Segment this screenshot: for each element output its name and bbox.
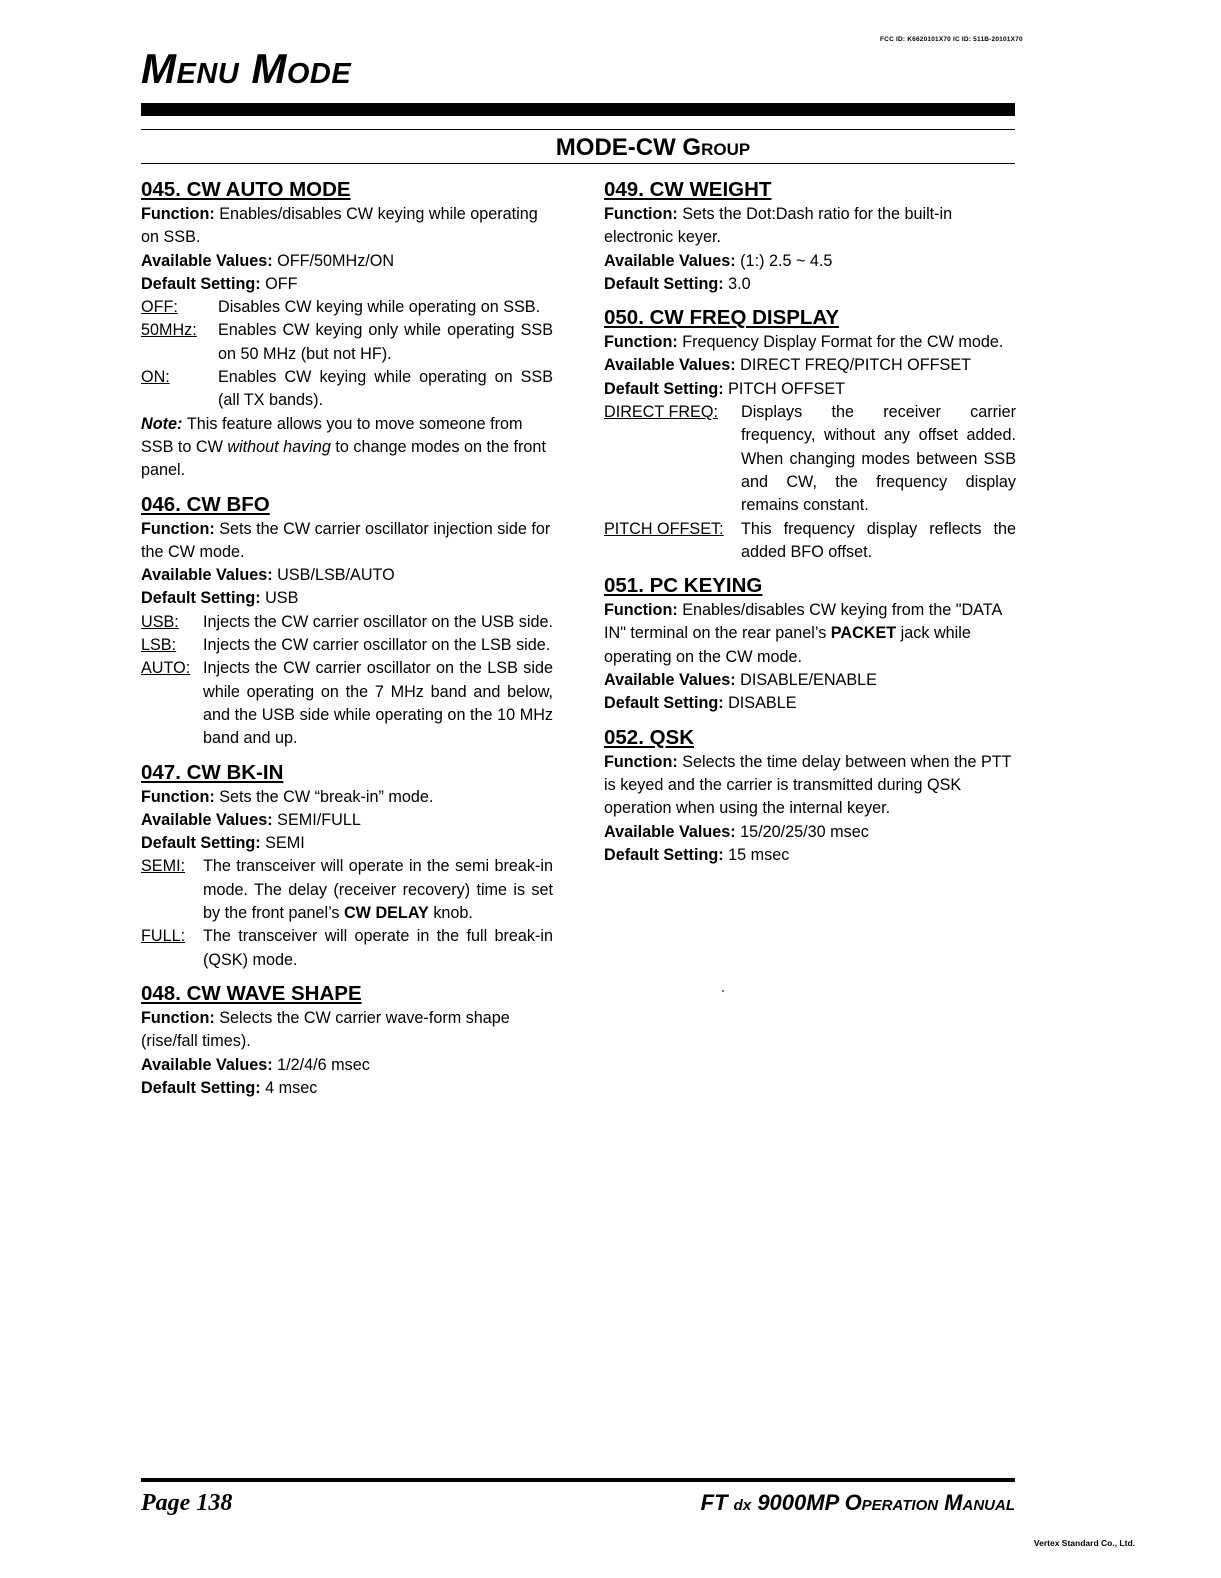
- group-header: [141, 133, 1015, 163]
- function-line: Function: Sets the Dot:Dash ratio for the built-in electronic keyer.: [604, 205, 953, 247]
- default-label: Default Setting: [604, 694, 719, 713]
- values-label: Available Values: [141, 566, 268, 585]
- menu-item-045: [141, 177, 553, 483]
- menu-item-052: [604, 725, 1016, 867]
- values-label: Available Values: [604, 671, 731, 690]
- menu-item-047: [141, 760, 553, 972]
- function-label: Function: [141, 205, 210, 223]
- default-line: Default Setting: DISABLE: [604, 694, 797, 713]
- values-text: (1:) 2.5 ~ 4.5: [740, 251, 833, 270]
- function-label: Function: [604, 601, 673, 620]
- section-heading: 046. CW BFO: [141, 492, 270, 516]
- function-label: Function: [604, 752, 673, 771]
- option-text: Injects the CW carrier oscillator on the USB side.: [203, 612, 553, 631]
- group-title: MODE-CW Group: [555, 134, 751, 161]
- section-heading: 045. CW AUTO MODE: [141, 178, 351, 201]
- option-text: This frequency display reflects the added BFO offset.: [741, 519, 1016, 561]
- option-text: Displays the receiver carrier frequency, without any offset added. When changing modes between SSB and CW, the frequency display remains constant.: [741, 403, 1016, 515]
- packet-jack-text: PACKET: [830, 624, 897, 643]
- default-label: Default Setting: [604, 845, 719, 864]
- values-label: Available Values: [141, 810, 268, 829]
- fcc-id-text: FCC ID: K6620101X70 IC ID: 511B-20101X70: [880, 36, 1023, 43]
- default-label: Default Setting: [141, 274, 256, 293]
- option-key: 50MHz:: [141, 321, 197, 340]
- function-label: Function: [141, 787, 210, 806]
- option-row: [141, 634, 553, 657]
- option-row: [141, 366, 553, 413]
- option-key: DIRECT FREQ:: [604, 403, 718, 422]
- values-line: Available Values: USB/LSB/AUTO: [141, 566, 395, 585]
- section-heading: 047. CW BK-IN: [141, 760, 284, 784]
- default-label: Default Setting: [604, 379, 719, 398]
- values-text: SEMI/FULL: [277, 810, 361, 829]
- default-text: 15 msec: [728, 845, 790, 864]
- page-number: Page 138: [141, 1490, 233, 1516]
- function-text: Sets the CW “break-in” mode.: [219, 787, 434, 806]
- values-line: Available Values: (1:) 2.5 ~ 4.5: [604, 251, 833, 270]
- option-row: [141, 319, 553, 366]
- values-label: Available Values: [604, 356, 731, 375]
- function-line: Function: Selects the CW carrier wave-form shape (rise/fall times).: [141, 1008, 510, 1051]
- function-text: Sets the CW carrier oscillator injection side for the CW mode.: [141, 519, 551, 561]
- option-row: [141, 657, 553, 750]
- option-text: The transceiver will operate in the full break-in (QSK) mode.: [203, 927, 553, 969]
- function-label: Function: [604, 333, 673, 352]
- default-text: OFF: [265, 274, 298, 293]
- note-label: Note: [141, 414, 177, 433]
- function-line: Function: Sets the CW “break-in” mode.: [141, 787, 434, 806]
- values-text: DIRECT FREQ/PITCH OFFSET: [740, 356, 972, 375]
- menu-item-051: [604, 573, 1016, 715]
- function-text: Selects the CW carrier wave-form shape (rise/fall times).: [141, 1008, 510, 1051]
- default-text: DISABLE: [728, 694, 797, 713]
- values-line: Available Values: SEMI/FULL: [141, 810, 361, 829]
- option-row: [604, 401, 1016, 517]
- vendor-credit: Vertex Standard Co., Ltd.: [1033, 1538, 1135, 1548]
- function-text: Enables/disables CW keying while operating on SSB.: [141, 205, 538, 247]
- values-text: DISABLE/ENABLE: [740, 671, 877, 690]
- option-key: FULL:: [141, 927, 186, 946]
- values-label: Available Values: [604, 822, 731, 841]
- group-bottom-rule: [141, 163, 1015, 164]
- option-key: USB:: [141, 612, 179, 631]
- values-text: 15/20/25/30 msec: [740, 822, 869, 841]
- default-label: Default Setting: [141, 834, 256, 853]
- function-text: Frequency Display Format for the CW mode.: [682, 333, 1004, 352]
- default-label: Default Setting: [141, 589, 256, 608]
- default-text: 3.0: [728, 274, 751, 293]
- option-key: OFF:: [141, 298, 178, 317]
- option-row: [141, 296, 553, 319]
- function-line: Function: Frequency Display Format for the CW mode.: [604, 333, 1004, 352]
- values-line: Available Values: DISABLE/ENABLE: [604, 671, 877, 690]
- menu-item-048: [141, 981, 553, 1100]
- default-line: Default Setting: 3.0: [604, 274, 751, 293]
- function-label: Function: [141, 519, 210, 538]
- option-text: Injects the CW carrier oscillator on the LSB side.: [203, 636, 551, 655]
- default-line: Default Setting: PITCH OFFSET: [604, 379, 846, 398]
- option-text: Enables CW keying while operating on SSB (all TX bands).: [218, 368, 553, 410]
- function-line: Function: Selects the time delay between when the PTT is keyed and the carrier is transmitted during QSK operation when using the internal keyer.: [604, 752, 1012, 818]
- function-label: Function: [141, 1008, 210, 1027]
- default-line: Default Setting: 15 msec: [604, 845, 790, 864]
- function-text: Sets the Dot:Dash ratio for the built-in electronic keyer.: [604, 205, 953, 247]
- note-paragraph: Note: This feature allows you to move someone from SSB to CW without having to change modes on the front panel.: [141, 414, 546, 480]
- right-column: [604, 177, 1016, 876]
- option-text: Enables CW keying only while operating SSB on 50 MHz (but not HF).: [218, 321, 553, 363]
- default-text: USB: [265, 589, 299, 608]
- function-text: Selects the time delay between when the PTT is keyed and the carrier is transmitted during QSK operation when using the internal keyer.: [604, 752, 1012, 818]
- section-heading: 050. CW FREQ DISPLAY: [604, 306, 840, 330]
- option-text: The transceiver will operate in the semi break-in mode. The delay (receiver recovery) time is set by the front panel’s CW DELAY knob.: [203, 857, 553, 923]
- default-label: Default Setting: [604, 274, 719, 293]
- left-column: [141, 177, 553, 1109]
- option-row: [141, 925, 553, 972]
- values-text: USB/LSB/AUTO: [277, 566, 395, 585]
- default-text: SEMI: [265, 834, 305, 853]
- option-key: SEMI:: [141, 857, 186, 876]
- section-heading: 051. PC KEYING: [604, 574, 763, 598]
- option-row: [141, 611, 553, 634]
- page-title: Menu Mode: [141, 45, 352, 92]
- option-key: PITCH OFFSET:: [604, 519, 724, 538]
- function-line: Function: Sets the CW carrier oscillator injection side for the CW mode.: [141, 519, 551, 561]
- default-text: PITCH OFFSET: [728, 379, 846, 398]
- option-row: [604, 518, 1016, 565]
- option-key: AUTO:: [141, 659, 191, 678]
- values-text: 1/2/4/6 msec: [277, 1055, 370, 1074]
- default-label: Default Setting: [141, 1078, 256, 1097]
- values-text: OFF/50MHz/ON: [277, 251, 395, 270]
- option-text: Disables CW keying while operating on SSB.: [218, 298, 541, 317]
- values-line: Available Values: DIRECT FREQ/PITCH OFFSET: [604, 356, 972, 375]
- function-line: Function: Enables/disables CW keying from the "DATA IN" terminal on the rear panel’s PACKET jack while operating on the CW mode.: [604, 601, 1002, 666]
- menu-item-050: [604, 305, 1016, 564]
- values-label: Available Values: [141, 1055, 268, 1074]
- values-line: Available Values: OFF/50MHz/ON: [141, 251, 395, 270]
- footer-rule: [141, 1478, 1015, 1482]
- cw-delay-knob-text: CW DELAY: [343, 904, 429, 923]
- function-label: Function: [604, 205, 673, 223]
- default-line: Default Setting: 4 msec: [141, 1078, 318, 1097]
- group-top-rule: [141, 129, 1015, 130]
- section-heading: 049. CW WEIGHT: [604, 178, 772, 201]
- option-key: LSB:: [141, 636, 177, 655]
- scan-speck: [722, 990, 724, 992]
- values-label: Available Values: [141, 251, 268, 270]
- option-key: ON:: [141, 368, 170, 387]
- function-line: Function: Enables/disables CW keying while operating on SSB.: [141, 205, 538, 247]
- menu-item-046: [141, 492, 553, 751]
- option-text: Injects the CW carrier oscillator on the LSB side while operating on the 7 MHz band and below, and the USB side while operating on the 10 MHz band and up.: [203, 659, 553, 748]
- default-text: 4 msec: [265, 1078, 318, 1097]
- default-line: Default Setting: SEMI: [141, 834, 305, 853]
- values-line: Available Values: 1/2/4/6 msec: [141, 1055, 370, 1074]
- default-line: Default Setting: OFF: [141, 274, 298, 293]
- option-row: [141, 855, 553, 925]
- manual-title: FT dx 9000MP Operation Manual: [700, 1490, 1015, 1515]
- title-bar-divider: [141, 103, 1015, 116]
- values-line: Available Values: 15/20/25/30 msec: [604, 822, 869, 841]
- menu-item-049: [604, 177, 1016, 296]
- default-line: Default Setting: USB: [141, 589, 299, 608]
- section-heading: 048. CW WAVE SHAPE: [141, 981, 362, 1005]
- section-heading: 052. QSK: [604, 725, 695, 749]
- values-label: Available Values: [604, 251, 731, 270]
